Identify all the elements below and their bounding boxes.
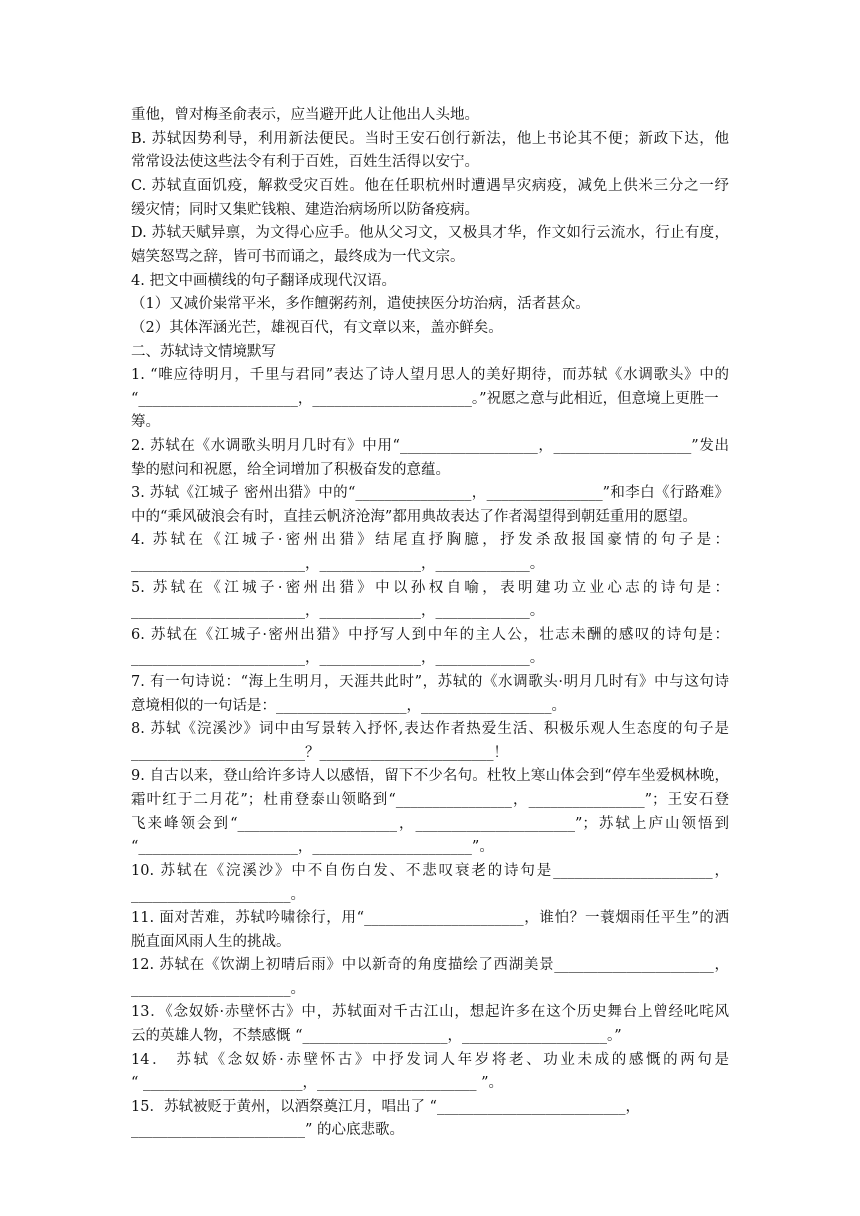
text-line: C. 苏轼直面饥疫，解救受灾百姓。他在任职杭州时遭遇旱灾病疫，减免上供米三分之一纾 (131, 178, 729, 194)
text-line: 挚的慰问和祝愿，给全词增加了积极奋发的意蕴。 (131, 462, 450, 478)
text-line: B. 苏轼因势利导，利用新法便民。当时王安石创行新法，他上书论其不便；新政下达，他 (131, 131, 729, 147)
text-line: 嬉笑怒骂之辞，皆可书而诵之，最终成为一代文宗。 (131, 249, 465, 265)
text-line: 12. 苏轼在《饮湖上初晴后雨》中以新奇的角度描绘了西湖美景______________________， (131, 957, 729, 973)
text-line: 11. 面对苦难，苏轼吟啸徐行，用“______________________，谁怕？一蓑烟雨任平生”的洒 (131, 910, 729, 926)
text-line: 飞来峰领会到“______________________，______________________”；苏轼上庐山领悟到 (131, 816, 729, 832)
text-line: 云的英雄人物，不禁感慨 “____________________，____________________。” (131, 1028, 622, 1044)
text-line: ______________________。 (131, 981, 305, 997)
text-line: 13．《念奴娇·赤壁怀古》中，苏轼面对千古江山，想起许多在这个历史舞台上曾经叱咤风 (131, 1004, 729, 1020)
text-line: 脱直面风雨人生的挑战。 (131, 934, 291, 950)
text-line: ________________________，______________，_____________。 (131, 603, 545, 619)
text-line: 筹。 (131, 414, 160, 430)
text-line: 重他，曾对梅圣俞表示，应当避开此人让他出人头地。 (131, 107, 479, 123)
text-line: 3. 苏轼《江城子 密州出猎》中的“________________，________________”和李白《行路难》 (131, 485, 729, 501)
text-line: “ ______________________，______________________ ”。 (131, 1075, 504, 1091)
text-line: 意境相似的一句话是：__________________，__________________。 (131, 698, 566, 714)
text-line: 霜叶红于二月花”；杜甫登泰山领略到“________________，________________”；王安石登 (131, 792, 729, 808)
text-line: ________________________” 的心底悲歌。 (131, 1122, 405, 1138)
text-line: D. 苏轼天赋异禀，为文得心应手。他从父习文，又极具才华，作文如行云流水，行止有度， (131, 225, 729, 241)
text-line: 9. 自古以来，登山给许多诗人以感悟，留下不少名句。杜牧上寒山体会到“停车坐爱枫林晚， (131, 768, 729, 784)
text-line: 7. 有一句诗说：“海上生明月，天涯共此时”，苏轼的《水调歌头·明月几时有》中与这句诗 (131, 674, 729, 690)
text-line: 二、苏轼诗文情境默写 (131, 344, 276, 360)
text-line: ________________________，______________，_____________。 (131, 556, 545, 572)
text-line: 5. 苏轼在《江城子·密州出猎》中以孙权自喻，表明建功立业心志的诗句是： (131, 580, 729, 596)
text-line: 6. 苏轼在《江城子·密州出猎》中抒写人到中年的主人公，壮志未酬的感叹的诗句是： (131, 627, 729, 643)
text-line: 8. 苏轼《浣溪沙》词中由写景转入抒怀,表达作者热爱生活、积极乐观人生态度的句子是 (131, 721, 729, 737)
text-line: 4. 把文中画横线的句子翻译成现代汉语。 (131, 273, 396, 289)
text-line: 4. 苏轼在《江城子·密州出猎》结尾直抒胸臆，抒发杀敌报国豪情的句子是： (131, 532, 729, 548)
text-line: ______________________。 (131, 887, 305, 903)
text-line: 2. 苏轼在《水调歌头明月几时有》中用“___________________，___________________”发出 (131, 438, 729, 454)
text-line: 15．苏轼被贬于黄州，以酒祭奠江月，唱出了 “__________________________， (131, 1099, 640, 1115)
text-line: 1. “唯应待明月，千里与君同”表达了诗人望月思人的美好期待，而苏轼《水调歌头》中的 (131, 367, 729, 383)
text-line: 常常设法使这些法令有利于百姓，百姓生活得以安宁。 (131, 154, 479, 170)
text-line: ________________________，______________，_____________。 (131, 650, 545, 666)
text-line: “______________________，______________________”。 (131, 839, 494, 855)
text-line: ________________________？________________________！ (131, 745, 508, 761)
text-line: 14． 苏轼《念奴娇·赤壁怀古》中抒发词人年岁将老、功业未成的感慨的两句是 (131, 1052, 729, 1068)
text-line: （2）其体浑涵光芒，雄视百代，有文章以来，盖亦鲜矣。 (131, 320, 503, 336)
text-line: （1）又减价粜常平米，多作饘粥药剂，遣使挟医分坊治病，活者甚众。 (131, 296, 590, 312)
text-line: “______________________，______________________。”祝愿之意与此相近，但意境上更胜一 (131, 391, 719, 407)
text-line: 中的“乘风破浪会有时，直挂云帆济沧海”都用典故表达了作者渴望得到朝廷重用的愿望。 (131, 509, 697, 525)
text-line: 10. 苏轼在《浣溪沙》中不自伤白发、不悲叹衰老的诗句是______________________， (131, 863, 729, 879)
text-line: 缓灾情；同时又集贮钱粮、建造治病场所以防备疫病。 (131, 202, 479, 218)
